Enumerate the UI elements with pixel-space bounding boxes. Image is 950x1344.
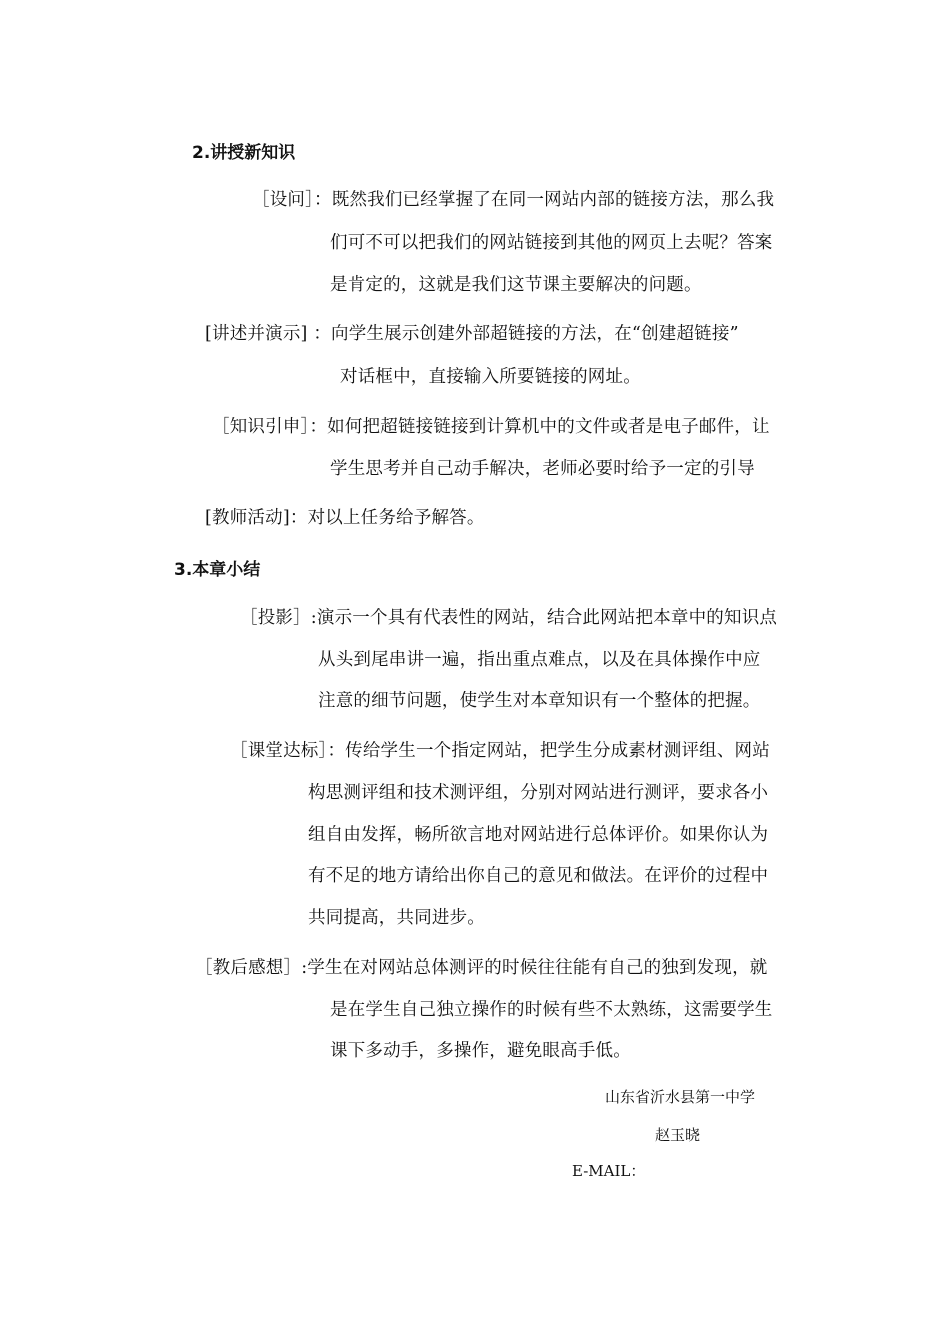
teacher-line-1 — [205, 504, 485, 529]
signature-email: E-MAIL： — [572, 1162, 646, 1180]
section-3-heading: 3.本章小结 — [174, 560, 261, 580]
reflection-line-3: 课下多动手，多操作，避免眼高手低。 — [330, 1041, 631, 1061]
demo-tag: [讲述并演示] ： — [205, 324, 332, 344]
extension-line-2: 学生思考并自己动手解决，老师必要时给予一定的引导 — [330, 459, 755, 479]
teacher-text-1: 对以上任务给予解答。 — [307, 508, 485, 528]
classroom-tag: ［课堂达标］： — [230, 741, 346, 761]
classroom-line-1 — [230, 737, 770, 762]
projection-line-1 — [240, 604, 777, 629]
projection-line-3: 注意的细节问题，使学生对本章知识有一个整体的把握。 — [318, 691, 761, 711]
extension-line-1 — [212, 413, 770, 438]
classroom-line-2: 构思测评组和技术测评组，分别对网站进行测评，要求各小 — [308, 783, 769, 803]
question-text-1: 既然我们已经掌握了在同一网站内部的链接方法，那么我 — [331, 190, 775, 210]
projection-text-1: 演示一个具有代表性的网站，结合此网站把本章中的知识点 — [316, 608, 778, 628]
demo-line-2: 对话框中，直接输入所要链接的网址。 — [340, 367, 641, 387]
reflection-tag: ［教后感想］: — [195, 958, 308, 978]
section-2-heading: 2.讲授新知识 — [192, 143, 296, 163]
classroom-text-1: 传给学生一个指定网站，把学生分成素材测评组、网站 — [345, 741, 770, 761]
signature-author: 赵玉晓 — [655, 1126, 701, 1144]
question-line-2: 们可不可以把我们的网站链接到其他的网页上去呢？答案 — [330, 233, 773, 253]
reflection-line-2: 是在学生自己独立操作的时候有些不太熟练，这需要学生 — [330, 1000, 773, 1020]
teacher-tag: [教师活动]： — [205, 508, 308, 528]
question-line-3: 是肯定的，这就是我们这节课主要解决的问题。 — [330, 275, 702, 295]
projection-line-2: 从头到尾串讲一遍，指出重点难点，以及在具体操作中应 — [318, 650, 761, 670]
extension-text-1: 如何把超链接链接到计算机中的文件或者是电子邮件，让 — [327, 417, 770, 437]
classroom-line-5: 共同提高，共同进步。 — [308, 908, 485, 928]
demo-text-1: 向学生展示创建外部超链接的方法，在“创建超链接” — [331, 324, 739, 344]
projection-tag: ［投影］: — [240, 608, 317, 628]
classroom-line-4: 有不足的地方请给出你自己的意见和做法。在评价的过程中 — [308, 866, 769, 886]
reflection-text-1: 学生在对网站总体测评的时候往往能有自己的独到发现，就 — [307, 958, 768, 978]
demo-line-1 — [205, 320, 739, 345]
classroom-line-3: 组自由发挥，畅所欲言地对网站进行总体评价。如果你认为 — [308, 825, 769, 845]
question-line-1 — [252, 186, 774, 211]
question-tag: ［设问］： — [252, 190, 332, 210]
signature-school: 山东省沂水县第一中学 — [605, 1088, 756, 1106]
extension-tag: ［知识引申］： — [212, 417, 328, 437]
reflection-line-1 — [195, 954, 768, 979]
